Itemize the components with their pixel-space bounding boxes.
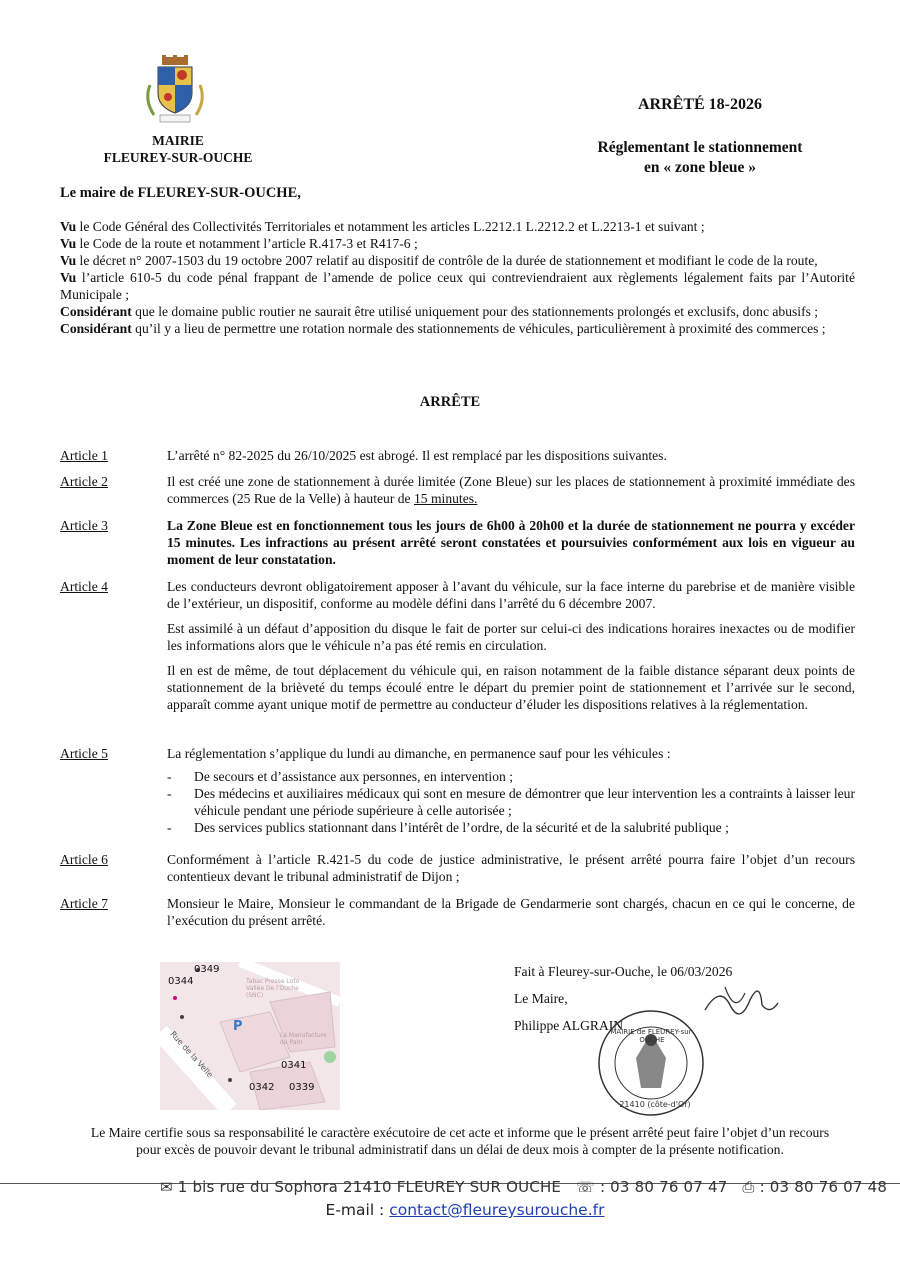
shop-label: Tabac Presse Loto Vallée De l'Ouche (SNC) (246, 978, 300, 999)
map-label: 0342 (249, 1082, 275, 1093)
map-label: 0344 (168, 976, 194, 987)
vu-section (60, 218, 855, 337)
article-intro: La réglementation s’applique du lundi au dimanche, en permanence sauf pour les véhicules : (167, 746, 671, 761)
article-body (167, 578, 855, 713)
exception-list (167, 768, 855, 836)
vu-keyword: Vu (60, 236, 77, 251)
list-item: - De secours et d’assistance aux personnes, en intervention ; (167, 768, 855, 785)
article-body: L’arrêté n° 82-2025 du 26/10/2025 est abrogé. Il est remplacé par les dispositions suivantes. (167, 448, 667, 463)
article-body (167, 473, 855, 507)
article-body: La Zone Bleue est en fonctionnement tous les jours de 6h00 à 20h00 et la durée de stationnement ne pourra y excéder 15 minutes. Les infractions au présent arrêté seront constatées et poursuivies conformément aux lois en vigueur au moment de leur constatation. (167, 518, 855, 567)
vu-text: le Code Général des Collectivités Territoriales et notamment les articles L.2212.1 L.2212.2 et L.2213-1 et suivant ; (76, 219, 705, 234)
article-paragraph: Il en est de même, de tout déplacement du véhicule qui, en raison notamment de la faible distance séparant deux points de stationnement de la brièveté du temps écoulé entre le départ du premier point de stationnement et l’arrivée sur le second, apparaît comme ayant unique motif de permettre au conducteur d’éluder les dispositions relatives à la réglementation. (167, 663, 855, 712)
article-label: Article 3 (60, 518, 108, 533)
vu-text: le décret n° 2007-1503 du 19 octobre 2007 relatif au dispositif de contrôle de la durée de stationnement et modifiant le code de la route, (76, 253, 818, 268)
map-label: 0339 (289, 1082, 315, 1093)
article-text: Il est créé une zone de stationnement à durée limitée (Zone Bleue) sur les places de stationnement à proximité immédiate des commerces (25 Rue de la Velle) à hauteur de (167, 474, 855, 506)
vu-line (60, 235, 855, 252)
map-label: 0341 (281, 1060, 307, 1071)
article-body: Conformément à l’article R.421-5 du code de justice administrative, le présent arrêté pourra faire l’objet d’un recours contentieux devant le tribunal administratif de Dijon ; (167, 852, 855, 884)
vu-line (60, 269, 855, 303)
vu-text: l’article 610-5 du code pénal frappant de l’amende de police ceux qui contreviendraient aux règlements légalement faits par l’Autorité Municipale ; (60, 270, 855, 302)
certification-text: Le Maire certifie sous sa responsabilité le caractère exécutoire de cet acte et informe que le présent arrêté peut faire l’objet d’un recours pour excès de pouvoir devant le tribunal administratif dans un délai de deux mois à compter de la présente notification. (90, 1125, 830, 1157)
map-label: 0349 (194, 964, 220, 975)
email-link[interactable]: contact@fleureysurouche.fr (389, 1201, 605, 1219)
mairie-line2: FLEUREY-SUR-OUCHE (103, 150, 253, 165)
article-label: Article 6 (60, 852, 108, 867)
considerant-keyword: Considérant (60, 321, 132, 336)
article-label: Article 7 (60, 896, 108, 911)
footer-phone: : 03 80 76 07 47 (599, 1178, 728, 1196)
stamp-code: 21410 (côte-d'Or) (619, 1100, 691, 1109)
article-label: Article 5 (60, 746, 108, 761)
email-label: E-mail : (325, 1201, 390, 1219)
signature-place-date: Fait à Fleurey-sur-Ouche, le 06/03/2026 (514, 964, 733, 979)
signature-role: Le Maire, (514, 991, 568, 1006)
arrete-title: ARRÊTE (419, 394, 481, 410)
zone-map (160, 962, 340, 1110)
article-6 (60, 851, 855, 885)
article-paragraph: Est assimilé à un défaut d’apposition du disque le fait de porter sur celui-ci des indications horaires inexactes ou de modifier les informations alors que le véhicule n’a pas été remis en circulation. (167, 621, 855, 653)
article-5 (60, 745, 855, 836)
article-3 (60, 517, 855, 568)
considerant-keyword: Considérant (60, 304, 132, 319)
article-duration: 15 minutes. (413, 491, 478, 506)
footer-email (0, 1201, 900, 1219)
considerant-text: que le domaine public routier ne saurait être utilisé uniquement pour des stationnements prolongés et exclusifs, donc abusifs ; (131, 304, 819, 319)
mairie-heading (60, 132, 296, 166)
article-4 (60, 578, 855, 713)
shop-label: La Manufacture du Pain (280, 1032, 327, 1046)
subject-line1: Réglementant le stationnement (597, 139, 803, 156)
footer-contact (160, 1178, 900, 1196)
article-label: Article 2 (60, 474, 108, 489)
vu-keyword: Vu (60, 253, 77, 268)
mairie-line1: MAIRIE (152, 133, 204, 148)
article-body: Monsieur le Maire, Monsieur le commandant de la Brigade de Gendarmerie sont chargés, chacun en ce qui le concerne, de l’exécution du présent arrêté. (167, 896, 855, 928)
vu-line (60, 218, 855, 235)
vu-line (60, 252, 855, 269)
article-2 (60, 473, 855, 507)
mail-icon: ✉ (160, 1178, 173, 1196)
list-item: - Des médecins et auxiliaires médicaux qui sont en mesure de démontrer que leur intervention les a contraints à laisser leur véhicule pendant une période supérieure à celle autorisée ; (167, 785, 855, 819)
arrete-subject (540, 138, 860, 178)
le-maire-heading: Le maire de FLEUREY-SUR-OUCHE, (60, 185, 301, 201)
footer-fax: : 03 80 76 07 48 (759, 1178, 888, 1196)
considerant-line (60, 320, 855, 337)
subject-line2: en « zone bleue » (644, 159, 756, 176)
considerant-line (60, 303, 855, 320)
article-7 (60, 895, 855, 929)
footer-address: 1 bis rue du Sophora 21410 FLEUREY SUR OUCHE (177, 1178, 562, 1196)
parking-marker: P (233, 1019, 243, 1034)
handwritten-signature (700, 975, 780, 1030)
article-label: Article 4 (60, 579, 108, 594)
article-1 (60, 447, 855, 464)
article-body (167, 745, 855, 836)
coat-of-arms-icon (142, 55, 208, 125)
fax-icon: ⎙ (742, 1178, 755, 1196)
article-label: Article 1 (60, 448, 108, 463)
vu-keyword: Vu (60, 270, 77, 285)
arrete-number: ARRÊTÉ 18-2026 (637, 96, 762, 113)
stamp-text: MAIRIE de FLEUREY-sur-OUCHE (610, 1028, 694, 1044)
vu-keyword: Vu (60, 219, 77, 234)
list-item: - Des services publics stationnant dans l’intérêt de l’ordre, de la sécurité et de la salubrité publique ; (167, 819, 855, 836)
vu-text: le Code de la route et notamment l’article R.417-3 et R417-6 ; (76, 236, 418, 251)
street-label: Rue de la Velle (168, 1029, 215, 1080)
phone-icon: ☏ (576, 1178, 595, 1196)
considerant-text: qu’il y a lieu de permettre une rotation normale des stationnements de véhicules, particulièrement à proximité des commerces ; (131, 321, 826, 336)
signature-name: Philippe ALGRAIN (514, 1018, 624, 1033)
article-paragraph: Les conducteurs devront obligatoirement apposer à l’avant du véhicule, sur la face interne du parebrise et de manière visible de l’extérieur, un dispositif, conforme au modèle défini dans l’arrêté du 6 décembre 2007. (167, 579, 855, 611)
